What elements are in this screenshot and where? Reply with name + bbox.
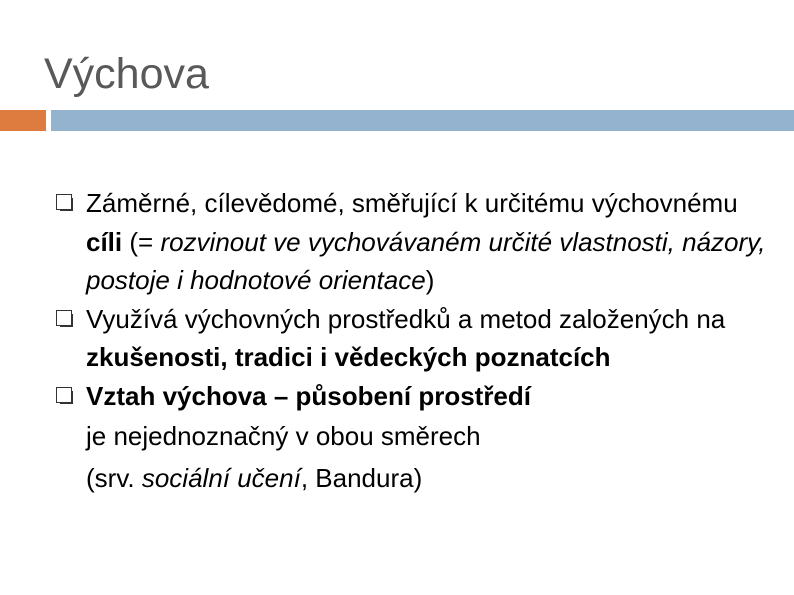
bullet-2-bold: zkušenosti, tradici i vědeckých poznatcích <box>86 342 611 372</box>
bullet-item-2 <box>56 300 776 377</box>
square-bullet-icon <box>56 310 72 326</box>
bullet-1-bold: cíli <box>86 226 123 257</box>
accent-bar-blue <box>51 110 794 131</box>
continuation-line-2 <box>56 457 776 499</box>
line-2-italic: sociální učení <box>141 463 301 493</box>
line-2-text-a: (srv. <box>86 463 142 493</box>
bullet-1-text-b: (= <box>122 226 161 257</box>
accent-bar-orange <box>0 110 46 131</box>
bullet-2-text: Využívá výchovných prostředků a metod založených na <box>86 303 726 334</box>
bullet-item-3 <box>56 377 776 416</box>
slide-content <box>56 184 776 499</box>
line-2-text-b: , Bandura) <box>300 463 423 493</box>
continuation-line-1: je nejednoznačný v obou směrech <box>86 421 481 451</box>
slide-title: Výchova <box>44 50 209 98</box>
bullet-1-italic: rozvinout ve vychovávaném určité vlastnosti, názory, postoje i hodnotové orientace <box>86 226 766 295</box>
bullet-1-text-a: Záměrné, cílevědomé, směřující k určitému výchovnému <box>86 188 738 218</box>
bullet-1-text-c: ) <box>425 265 435 295</box>
bullet-item-1 <box>56 184 776 300</box>
square-bullet-icon <box>56 387 72 403</box>
bullet-3-bold: Vztah výchova – působení prostředí <box>86 380 531 411</box>
square-bullet-icon <box>56 194 72 210</box>
